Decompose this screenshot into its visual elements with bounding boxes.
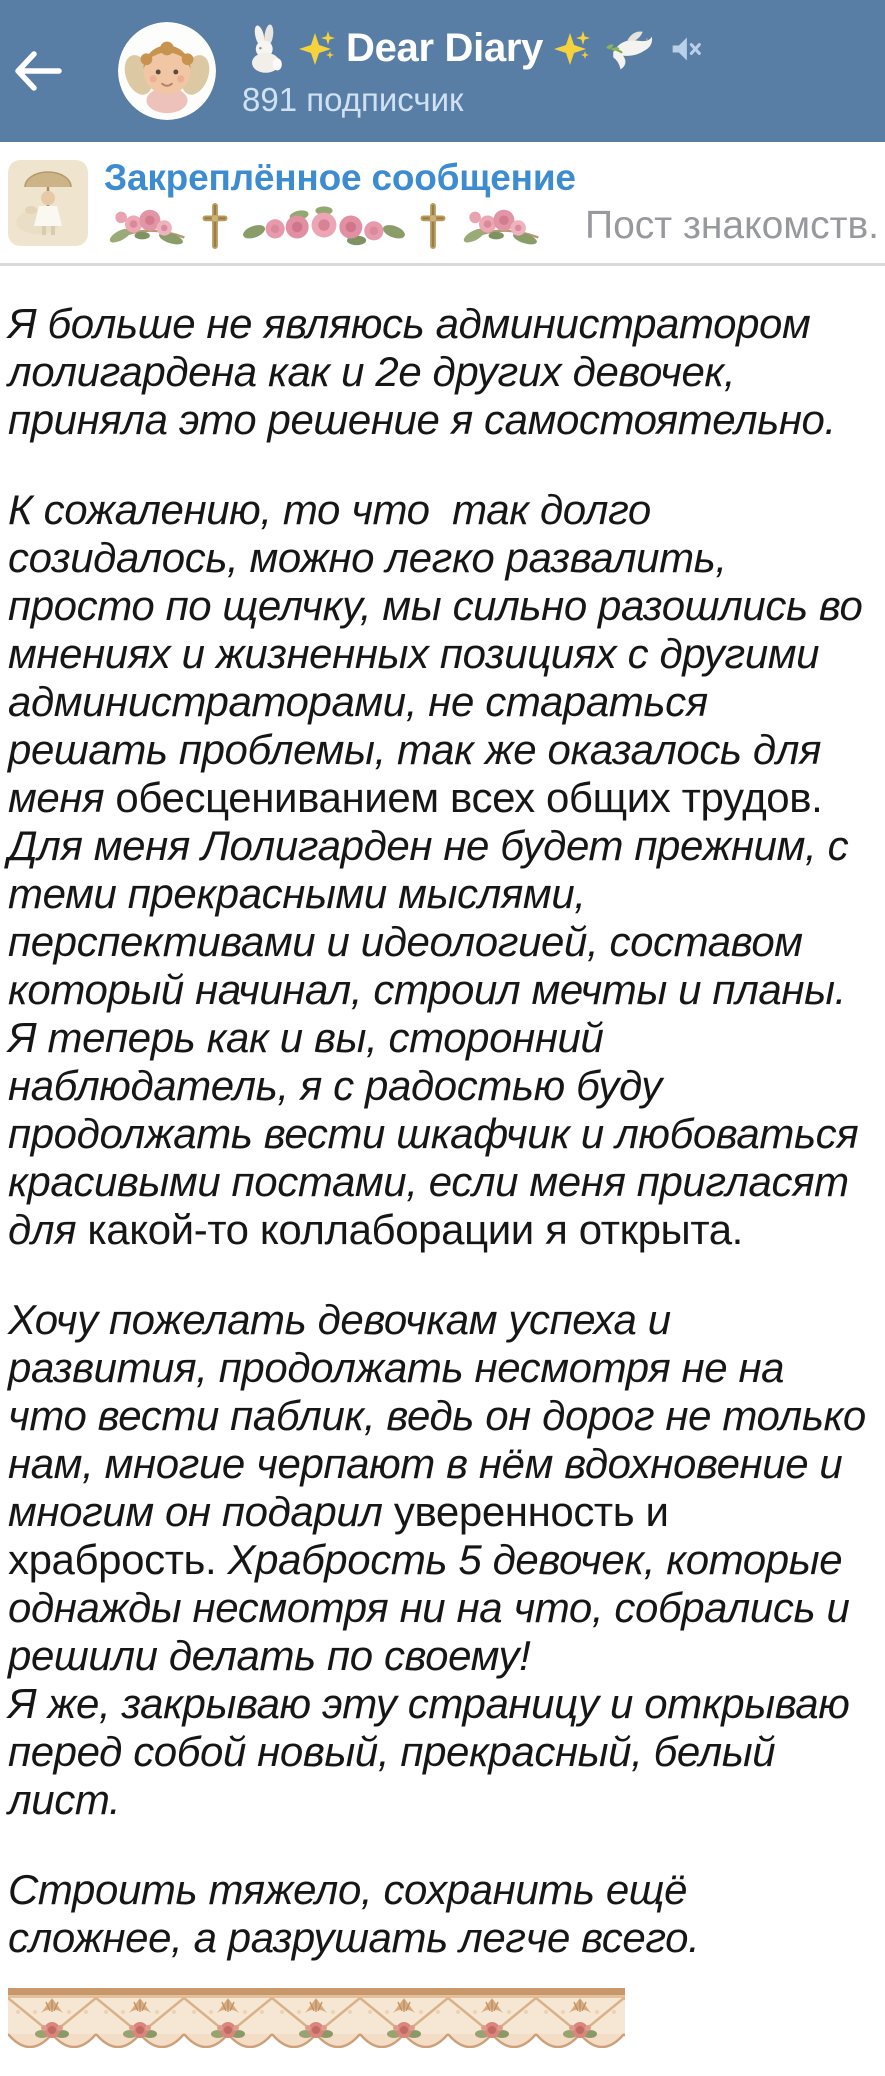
message-paragraph — [8, 1866, 868, 1962]
pinned-preview-row — [104, 203, 885, 249]
pinned-decorations — [104, 203, 544, 249]
pinned-preview-text: Пост знакомств. — [585, 203, 879, 247]
muted-icon — [670, 33, 702, 65]
channel-post — [0, 266, 885, 2048]
chat-header — [0, 0, 885, 142]
message-paragraph — [8, 486, 874, 822]
text-run-italic: Строить тяжело, сохранить ещё сложнее, а разрушать легче всего. — [8, 1866, 700, 1961]
back-button[interactable] — [6, 0, 70, 142]
rabbit-emoji — [242, 24, 288, 74]
back-arrow-icon — [12, 49, 64, 93]
lace-border-image[interactable] — [8, 1988, 625, 2048]
text-run-italic: Я больше не являюсь администратором лолигардена как и 2е других девочек, приняла это решение я самостоятельно. — [8, 300, 836, 443]
message-paragraph — [8, 300, 868, 444]
message-text — [8, 300, 878, 1962]
rose-garland-emoji — [240, 203, 408, 249]
blank-line — [8, 1824, 868, 1866]
vintage-girl-thumbnail — [8, 160, 88, 246]
text-run-italic: К сожалению, то что так долго созидалось, можно легко развалить, просто по щелчку, мы сильно разошлись во мнениях и жизненных позициях с другими администраторами, не стараться решать проблемы, так же оказалось для меня — [8, 486, 874, 821]
channel-avatar[interactable] — [118, 22, 216, 120]
channel-title: Dear Diary — [346, 26, 544, 70]
message-paragraph — [8, 1296, 878, 1680]
subscriber-count: 891 подписчик — [242, 80, 464, 118]
rose-bouquet-emoji — [458, 203, 544, 249]
pinned-thumbnail — [8, 160, 88, 246]
message-paragraph — [8, 1680, 868, 1824]
pinned-message-bar[interactable] — [0, 142, 885, 263]
text-run-regular: обесцениванием всех общих трудов. — [115, 774, 823, 821]
message-paragraph — [8, 822, 868, 1254]
text-run-italic: Я же, закрываю эту страницу и открываю перед собой новый, прекрасный, белый лист. — [8, 1680, 861, 1823]
text-run-italic: Хочу пожелать девочкам успеха и развития, продолжать несмотря не на что вести паблик, ведь он дорог не только нам, многие черпают в нём вдохновение и многим он подарил — [8, 1296, 878, 1535]
sparkles-emoji — [297, 29, 337, 69]
rose-bouquet-emoji — [104, 203, 190, 249]
channel-info[interactable] — [242, 24, 702, 119]
cherub-avatar-image — [118, 22, 216, 120]
pinned-label: Закреплённое сообщение — [104, 156, 576, 198]
text-run-italic: Храбрость 5 девочек, которые однажды несмотря ни на что, собрались и решили делать по своему! — [8, 1536, 861, 1679]
channel-title-row — [242, 24, 702, 74]
cross-emoji — [202, 203, 228, 249]
dove-emoji — [601, 26, 655, 72]
sparkles-emoji — [552, 29, 592, 69]
cross-emoji — [420, 203, 446, 249]
text-run-regular: какой-то коллаборации я открыта. — [87, 1206, 743, 1253]
blank-line — [8, 444, 868, 486]
text-run-italic: Для меня Лолигарден не будет прежним, с теми прекрасными мыслями, перспективами и идеологией, составом который начинал, строил мечты и планы. Я теперь как и вы, сторонний наблюдатель, я с радостью буду продолжать вести шкафчик и любоваться красивыми постами, если меня пригласят для — [8, 822, 870, 1253]
blank-line — [8, 1254, 868, 1296]
text-run-regular: уверенность и храбрость. — [8, 1488, 680, 1583]
pinned-text-column — [104, 157, 885, 249]
